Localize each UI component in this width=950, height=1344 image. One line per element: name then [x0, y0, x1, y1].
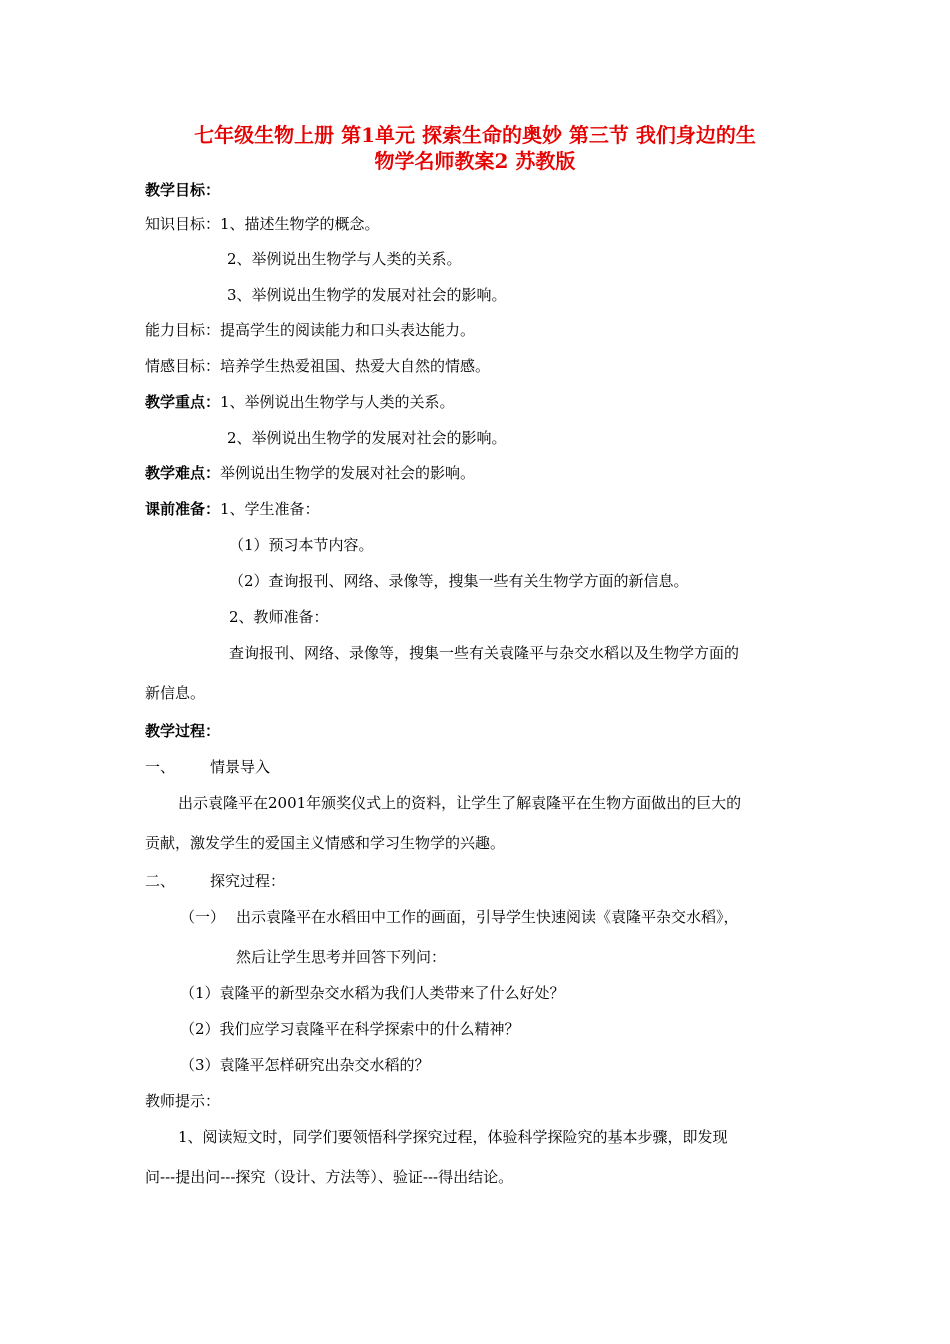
prep-label: 课前准备： — [145, 500, 221, 518]
keypoint-item: 1、举例说出生物学与人类的关系。 — [220, 393, 455, 411]
section-1-text: 出示袁隆平在2001年颁奖仪式上的资料，让学生了解袁隆平在生物方面做出的巨大的 — [178, 794, 742, 812]
document-title — [145, 122, 805, 174]
goals-heading: 教学目标： — [145, 181, 221, 199]
title-line-1: 七年级生物上册 第1单元 探索生命的奥妙 第三节 我们身边的生 — [194, 123, 756, 147]
title-line-2: 物学名师教案2 苏教版 — [374, 149, 576, 173]
section-1-title: 情景导入 — [210, 758, 271, 776]
knowledge-item: 2、举例说出生物学与人类的关系。 — [227, 250, 462, 268]
prep-teacher-text: 新信息。 — [145, 684, 206, 702]
prep-student-item: （1）预习本节内容。 — [229, 536, 374, 554]
subsection-1-num: （一） — [180, 908, 226, 926]
process-heading: 教学过程： — [145, 722, 221, 740]
keypoint-item: 2、举例说出生物学的发展对社会的影响。 — [227, 429, 507, 447]
subsection-1-text: 出示袁隆平在水稻田中工作的画面，引导学生快速阅读《袁隆平杂交水稻》， — [236, 908, 739, 926]
hint-text: 1、阅读短文时，同学们要领悟科学探究过程，体验科学探险究的基本步骤，即发现 — [178, 1128, 728, 1146]
section-1-text: 贡献，激发学生的爱国主义情感和学习生物学的兴趣。 — [145, 834, 506, 852]
difficulty-text: 举例说出生物学的发展对社会的影响。 — [220, 464, 476, 482]
question-item: （2）我们应学习袁隆平在科学探索中的什么精神？ — [180, 1020, 520, 1038]
section-2-title: 探究过程： — [210, 872, 286, 890]
ability-goal: 能力目标：提高学生的阅读能力和口头表达能力。 — [145, 321, 476, 339]
hint-text: 问---提出问---探究（设计、方法等）、验证---得出结论。 — [145, 1168, 514, 1186]
section-1-num: 一、 — [145, 758, 176, 776]
knowledge-item: 3、举例说出生物学的发展对社会的影响。 — [227, 286, 507, 304]
difficulty-label: 教学难点： — [145, 464, 221, 482]
knowledge-item: 1、描述生物学的概念。 — [220, 215, 380, 233]
prep-teacher-text: 查询报刊、网络、录像等，搜集一些有关袁隆平与杂交水稻以及生物学方面的 — [229, 644, 740, 662]
knowledge-goal-row — [145, 214, 380, 234]
prep-teacher: 2、教师准备： — [229, 608, 329, 626]
subsection-1-text: 然后让学生思考并回答下列问： — [236, 948, 447, 966]
section-2-num: 二、 — [145, 872, 176, 890]
prep-row — [145, 499, 320, 519]
prep-student: 1、学生准备： — [220, 500, 320, 518]
keypoints-label: 教学重点： — [145, 393, 221, 411]
keypoints-row — [145, 392, 455, 412]
prep-student-item: （2）查询报刊、网络、录像等，搜集一些有关生物学方面的新信息。 — [229, 572, 689, 590]
hint-label: 教师提示： — [145, 1092, 221, 1110]
difficulty-row — [145, 463, 475, 483]
emotion-goal: 情感目标：培养学生热爱祖国、热爱大自然的情感。 — [145, 357, 491, 375]
question-item: （1）袁隆平的新型杂交水稻为我们人类带来了什么好处？ — [180, 984, 565, 1002]
question-item: （3）袁隆平怎样研究出杂交水稻的？ — [180, 1056, 430, 1074]
knowledge-label: 知识目标： — [145, 215, 221, 233]
